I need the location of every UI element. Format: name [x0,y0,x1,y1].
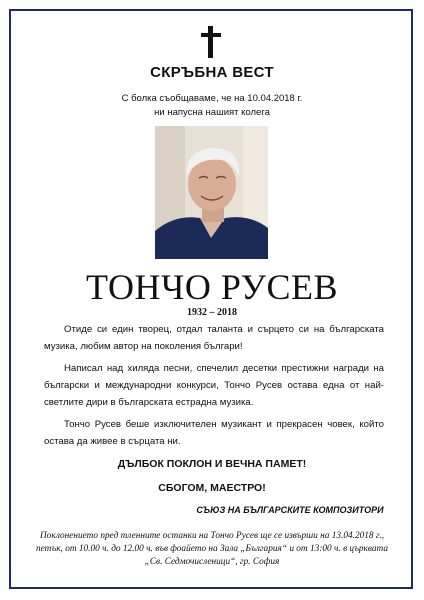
signature-union: СЪЮЗ НА БЪЛГАРСКИТЕ КОМПОЗИТОРИ [196,505,384,515]
tribute-paragraph-3: Тончо Русев беше изключителен музикант и прекрасен човек, който остава да живее в сърцата ни. [44,419,384,447]
tribute-paragraph-2: Написал над хиляда песни, спечелил десетки престижни награди на български и международни конкурси, Тончо Русев остава една от най-светлите дири в българската естрадна музика. [44,363,384,408]
tribute-paragraph-1: Отиде си един творец, отдал таланта и сърцето си на българската музика, любим автор на поколения българи! [44,324,384,352]
cross-icon [200,26,222,58]
notice-title: СКРЪБНА ВЕСТ [150,64,274,81]
funeral-details: Поклонението пред тленните останки на Тончо Русев ще се извърши на 13.04.2018 г., петък, от 10.00 ч. до 12.00 ч. във фоайето на Зала „България“ и от 13:00 ч. в църквата „Св. Седмочисленици“, гр. София [36,531,388,567]
intro-line-2: ни напусна нашият колега [154,107,270,118]
closing-line-1: ДЪЛБОК ПОКЛОН И ВЕЧНА ПАМЕТ! [117,458,307,470]
portrait-photo [155,126,268,259]
intro-line-1: С болка съобщаваме, че на 10.04.2018 г. [121,93,303,104]
closing-line-2: СБОГОМ, МАЕСТРО! [158,482,266,494]
deceased-name: ТОНЧО РУСЕВ [85,267,339,307]
life-years: 1932 – 2018 [187,307,237,318]
